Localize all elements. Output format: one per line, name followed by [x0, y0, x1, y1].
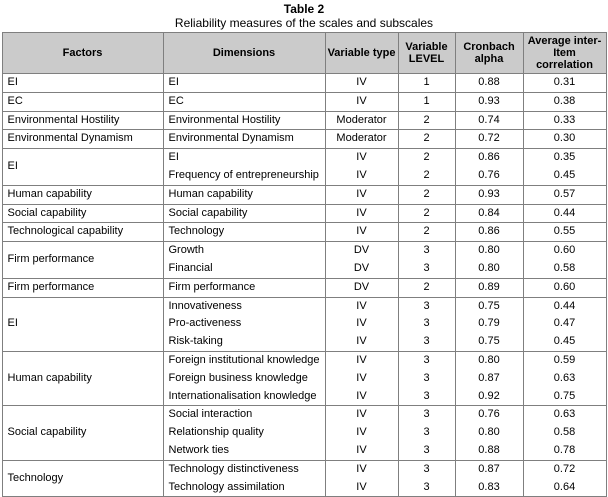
header-row — [2, 33, 606, 74]
cronbach-alpha-cell: 0.88 — [455, 74, 523, 93]
factor-cell: EI — [2, 74, 163, 93]
variable-type-cell: DV — [325, 260, 398, 278]
variable-level-cell: 3 — [398, 442, 455, 460]
variable-level-cell: 2 — [398, 167, 455, 185]
factor-cell: Environmental Hostility — [2, 111, 163, 130]
cronbach-alpha-cell: 0.79 — [455, 315, 523, 333]
cronbach-alpha-cell: 0.86 — [455, 149, 523, 167]
cronbach-alpha-cell: 0.93 — [455, 92, 523, 111]
correlation-cell: 0.44 — [523, 297, 606, 315]
factor-cell: Environmental Dynamism — [2, 130, 163, 149]
variable-type-cell: IV — [325, 167, 398, 185]
reliability-table — [2, 32, 607, 497]
variable-type-cell: DV — [325, 242, 398, 260]
correlation-cell: 0.55 — [523, 223, 606, 242]
cronbach-alpha-cell: 0.87 — [455, 460, 523, 478]
column-header-factors: Factors — [2, 33, 163, 74]
table-row — [2, 223, 606, 242]
dimension-cell: Technology — [163, 223, 325, 242]
table-row — [2, 185, 606, 204]
correlation-cell: 0.63 — [523, 406, 606, 424]
dimension-cell: Foreign business knowledge — [163, 370, 325, 388]
correlation-cell: 0.31 — [523, 74, 606, 93]
table-row — [2, 149, 606, 167]
variable-level-cell: 3 — [398, 460, 455, 478]
variable-type-cell: IV — [325, 388, 398, 406]
dimension-cell: Human capability — [163, 185, 325, 204]
variable-type-cell: IV — [325, 460, 398, 478]
cronbach-alpha-cell: 0.72 — [455, 130, 523, 149]
variable-level-cell: 3 — [398, 388, 455, 406]
variable-type-cell: DV — [325, 278, 398, 297]
correlation-cell: 0.45 — [523, 167, 606, 185]
variable-type-cell: Moderator — [325, 130, 398, 149]
variable-level-cell: 2 — [398, 278, 455, 297]
factor-cell: EC — [2, 92, 163, 111]
table-row — [2, 242, 606, 260]
dimension-cell: Social interaction — [163, 406, 325, 424]
cronbach-alpha-cell: 0.88 — [455, 442, 523, 460]
dimension-cell: Environmental Dynamism — [163, 130, 325, 149]
dimension-cell: Financial — [163, 260, 325, 278]
correlation-cell: 0.59 — [523, 351, 606, 369]
column-header-dimensions: Dimensions — [163, 33, 325, 74]
variable-level-cell: 2 — [398, 130, 455, 149]
variable-level-cell: 2 — [398, 185, 455, 204]
dimension-cell: Internationalisation knowledge — [163, 388, 325, 406]
cronbach-alpha-cell: 0.80 — [455, 424, 523, 442]
factor-cell: Firm performance — [2, 242, 163, 279]
variable-type-cell: IV — [325, 351, 398, 369]
correlation-cell: 0.30 — [523, 130, 606, 149]
cronbach-alpha-cell: 0.93 — [455, 185, 523, 204]
variable-level-cell: 3 — [398, 424, 455, 442]
table-number-title: Table 2 — [283, 2, 325, 16]
correlation-cell: 0.38 — [523, 92, 606, 111]
dimension-cell: Network ties — [163, 442, 325, 460]
variable-type-cell: IV — [325, 424, 398, 442]
variable-level-cell: 1 — [398, 92, 455, 111]
dimension-cell: Environmental Hostility — [163, 111, 325, 130]
variable-level-cell: 3 — [398, 260, 455, 278]
variable-type-cell: IV — [325, 74, 398, 93]
column-header-variable-type: Variable type — [325, 33, 398, 74]
dimension-cell: Frequency of entrepreneurship — [163, 167, 325, 185]
variable-type-cell: IV — [325, 406, 398, 424]
correlation-cell: 0.60 — [523, 242, 606, 260]
cronbach-alpha-cell: 0.86 — [455, 223, 523, 242]
cronbach-alpha-cell: 0.80 — [455, 242, 523, 260]
correlation-cell: 0.57 — [523, 185, 606, 204]
column-header-average-inter-item-correlation: Average inter-Item correlation — [523, 33, 606, 74]
variable-type-cell: IV — [325, 442, 398, 460]
dimension-cell: Relationship quality — [163, 424, 325, 442]
variable-type-cell: IV — [325, 185, 398, 204]
factor-cell: EI — [2, 297, 163, 351]
variable-level-cell: 2 — [398, 111, 455, 130]
cronbach-alpha-cell: 0.75 — [455, 297, 523, 315]
dimension-cell: EI — [163, 74, 325, 93]
variable-level-cell: 2 — [398, 223, 455, 242]
table-row — [2, 460, 606, 478]
variable-level-cell: 1 — [398, 74, 455, 93]
table-row — [2, 74, 606, 93]
variable-type-cell: IV — [325, 479, 398, 497]
dimension-cell: Risk-taking — [163, 333, 325, 351]
table-row — [2, 92, 606, 111]
table-row — [2, 111, 606, 130]
table-caption: Reliability measures of the scales and subscales — [174, 16, 434, 30]
correlation-cell: 0.33 — [523, 111, 606, 130]
dimension-cell: EI — [163, 149, 325, 167]
correlation-cell: 0.58 — [523, 260, 606, 278]
variable-type-cell: IV — [325, 149, 398, 167]
column-header-cronbach-alpha: Cronbach alpha — [455, 33, 523, 74]
correlation-cell: 0.64 — [523, 479, 606, 497]
variable-level-cell: 2 — [398, 204, 455, 223]
variable-level-cell: 2 — [398, 149, 455, 167]
dimension-cell: Growth — [163, 242, 325, 260]
cronbach-alpha-cell: 0.75 — [455, 333, 523, 351]
cronbach-alpha-cell: 0.74 — [455, 111, 523, 130]
table-row — [2, 406, 606, 424]
correlation-cell: 0.58 — [523, 424, 606, 442]
variable-type-cell: IV — [325, 223, 398, 242]
correlation-cell: 0.35 — [523, 149, 606, 167]
variable-type-cell: IV — [325, 204, 398, 223]
column-header-variable-level: Variable LEVEL — [398, 33, 455, 74]
dimension-cell: Innovativeness — [163, 297, 325, 315]
variable-level-cell: 3 — [398, 351, 455, 369]
variable-level-cell: 3 — [398, 242, 455, 260]
table-row — [2, 297, 606, 315]
dimension-cell: EC — [163, 92, 325, 111]
dimension-cell: Technology distinctiveness — [163, 460, 325, 478]
correlation-cell: 0.47 — [523, 315, 606, 333]
variable-type-cell: IV — [325, 92, 398, 111]
variable-type-cell: Moderator — [325, 111, 398, 130]
cronbach-alpha-cell: 0.87 — [455, 370, 523, 388]
variable-level-cell: 3 — [398, 297, 455, 315]
dimension-cell: Pro-activeness — [163, 315, 325, 333]
variable-level-cell: 3 — [398, 479, 455, 497]
table-row — [2, 351, 606, 369]
cronbach-alpha-cell: 0.76 — [455, 167, 523, 185]
cronbach-alpha-cell: 0.80 — [455, 351, 523, 369]
dimension-cell: Foreign institutional knowledge — [163, 351, 325, 369]
variable-type-cell: IV — [325, 315, 398, 333]
table-row — [2, 204, 606, 223]
factor-cell: Social capability — [2, 204, 163, 223]
factor-cell: Human capability — [2, 351, 163, 405]
correlation-cell: 0.78 — [523, 442, 606, 460]
cronbach-alpha-cell: 0.92 — [455, 388, 523, 406]
variable-type-cell: IV — [325, 370, 398, 388]
factor-cell: Human capability — [2, 185, 163, 204]
table-row — [2, 278, 606, 297]
variable-level-cell: 3 — [398, 315, 455, 333]
variable-level-cell: 3 — [398, 406, 455, 424]
dimension-cell: Firm performance — [163, 278, 325, 297]
cronbach-alpha-cell: 0.83 — [455, 479, 523, 497]
factor-cell: Social capability — [2, 406, 163, 460]
variable-type-cell: IV — [325, 333, 398, 351]
factor-cell: Technology — [2, 460, 163, 497]
variable-level-cell: 3 — [398, 370, 455, 388]
correlation-cell: 0.72 — [523, 460, 606, 478]
dimension-cell: Social capability — [163, 204, 325, 223]
factor-cell: EI — [2, 149, 163, 186]
cronbach-alpha-cell: 0.80 — [455, 260, 523, 278]
cronbach-alpha-cell: 0.89 — [455, 278, 523, 297]
correlation-cell: 0.44 — [523, 204, 606, 223]
table-row — [2, 130, 606, 149]
variable-type-cell: IV — [325, 297, 398, 315]
correlation-cell: 0.60 — [523, 278, 606, 297]
cronbach-alpha-cell: 0.76 — [455, 406, 523, 424]
variable-level-cell: 3 — [398, 333, 455, 351]
correlation-cell: 0.75 — [523, 388, 606, 406]
correlation-cell: 0.45 — [523, 333, 606, 351]
correlation-cell: 0.63 — [523, 370, 606, 388]
table-body — [2, 74, 606, 497]
dimension-cell: Technology assimilation — [163, 479, 325, 497]
cronbach-alpha-cell: 0.84 — [455, 204, 523, 223]
factor-cell: Firm performance — [2, 278, 163, 297]
factor-cell: Technological capability — [2, 223, 163, 242]
